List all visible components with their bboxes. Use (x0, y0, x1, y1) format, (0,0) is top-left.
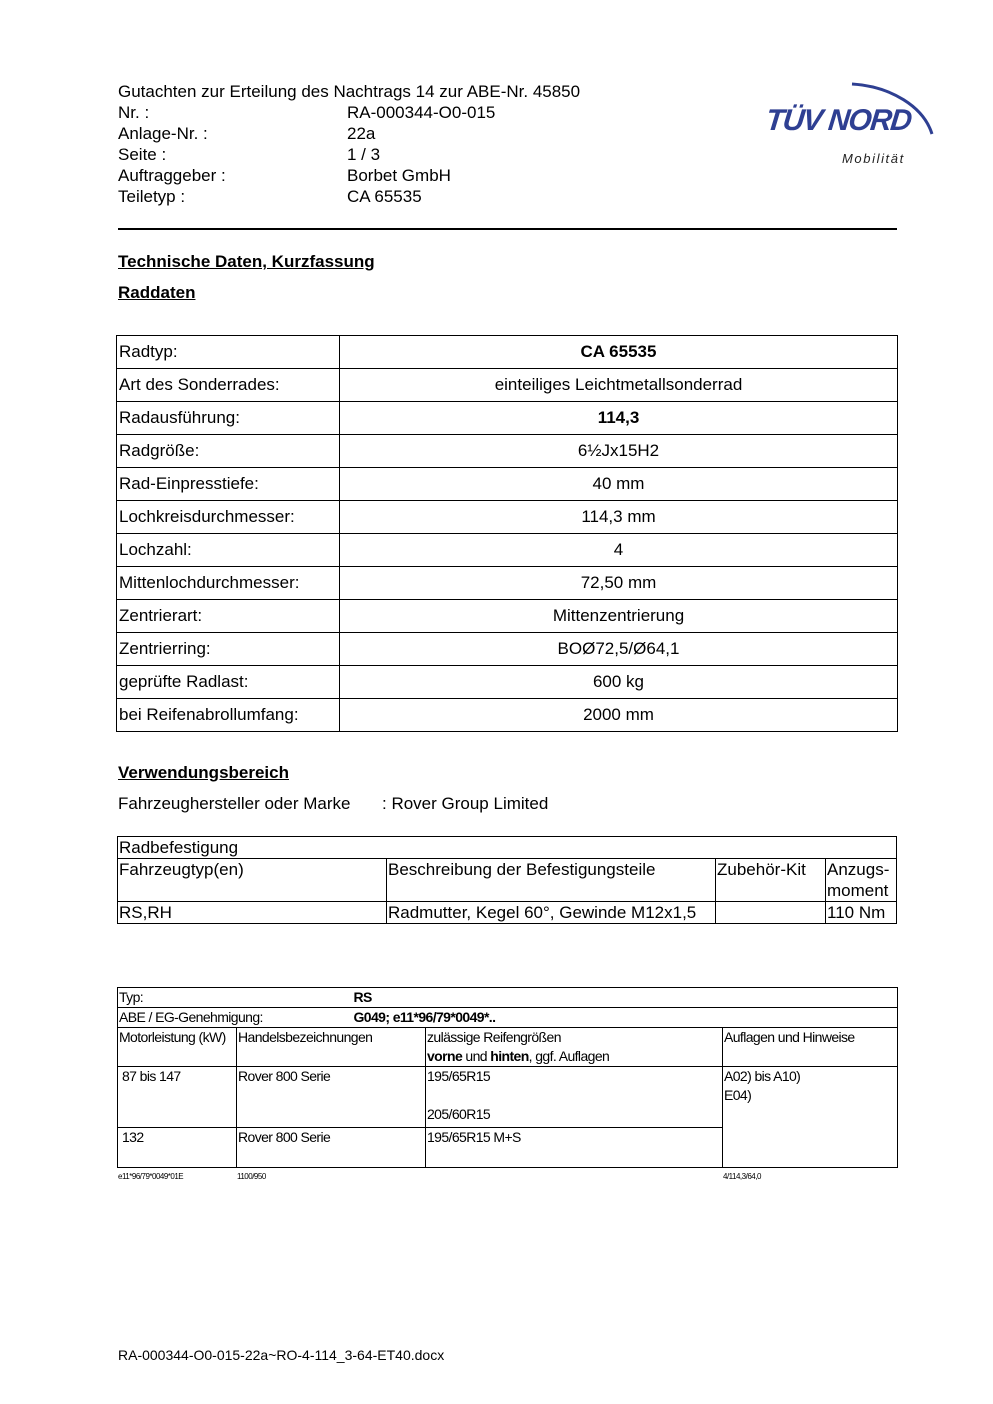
auflagen-line: E04) (724, 1087, 752, 1103)
header-field-auftraggeber (118, 165, 580, 186)
motor-cell: 132 (118, 1128, 237, 1168)
reifen-header-line2 (427, 1047, 721, 1066)
row-label: Radtyp: (117, 336, 340, 369)
row-label: Radgröße: (117, 435, 340, 468)
table-header-row (118, 859, 897, 902)
header-value: 22a (347, 124, 376, 143)
reifen-line: 195/65R15 (427, 1068, 491, 1084)
header-value: RA-000344-O0-015 (347, 103, 496, 122)
logo-subtitle: Mobilität (842, 151, 905, 166)
column-header: Fahrzeugtyp(en) (118, 859, 387, 902)
header-field-nr (118, 102, 580, 123)
row-label: Rad-Einpresstiefe: (117, 468, 340, 501)
row-label: Radausführung: (117, 402, 340, 435)
auflagen-line: A02) bis A10) (724, 1068, 801, 1084)
reifen-spacer (427, 1086, 721, 1105)
document-header (118, 81, 580, 207)
auflagen-cell (723, 1067, 898, 1168)
header-value: CA 65535 (347, 187, 422, 206)
table-row (117, 435, 898, 468)
row-value: 114,3 (340, 402, 898, 435)
radbefestigung-table (117, 836, 897, 924)
row-value: 6½Jx15H2 (340, 435, 898, 468)
row-value: 4 (340, 534, 898, 567)
table-row (117, 468, 898, 501)
table-cell: 110 Nm (826, 902, 897, 924)
section-heading-verwendungsbereich: Verwendungsbereich (118, 763, 289, 782)
table-row (117, 402, 898, 435)
header-label: Anlage-Nr. : (118, 124, 208, 143)
table-cell: Radmutter, Kegel 60°, Gewinde M12x1,5 (387, 902, 716, 924)
row-label: Lochkreisdurchmesser: (117, 501, 340, 534)
header-label: Auftraggeber : (118, 166, 226, 185)
table-row (118, 1008, 898, 1028)
column-header-reifen (426, 1028, 723, 1067)
table-row (117, 534, 898, 567)
typ-value (353, 988, 898, 1008)
row-label: Art des Sonderrades: (117, 369, 340, 402)
row-label: Zentrierart: (117, 600, 340, 633)
reifen-line: 205/60R15 (427, 1106, 491, 1122)
header-value: 1 / 3 (347, 145, 381, 164)
footnote-code: 1100/950 (237, 1172, 266, 1181)
table-row (118, 1067, 898, 1128)
table-row (118, 988, 898, 1008)
column-header: Anzugs-moment (826, 859, 897, 902)
table-row (117, 633, 898, 666)
row-value: 40 mm (340, 468, 898, 501)
table-cell (716, 902, 826, 924)
table-row (117, 336, 898, 369)
header-field-teiletyp (118, 186, 580, 207)
header-field-seite (118, 144, 580, 165)
reifen-header-hinten: hinten (490, 1048, 529, 1064)
row-value: 600 kg (340, 666, 898, 699)
typ-label: Typ: (118, 988, 426, 1008)
row-value: einteiliges Leichtmetallsonderrad (340, 369, 898, 402)
table-row (117, 567, 898, 600)
row-value: Mittenzentrierung (340, 600, 898, 633)
column-header: Auflagen und Hinweise (723, 1028, 898, 1067)
row-label: Zentrierring: (117, 633, 340, 666)
reifen-cell (426, 1067, 723, 1128)
row-label: Mittenlochdurchmesser: (117, 567, 340, 600)
row-value: 114,3 mm (340, 501, 898, 534)
row-value: CA 65535 (340, 336, 898, 369)
row-label: geprüfte Radlast: (117, 666, 340, 699)
table-row (117, 600, 898, 633)
footnote-code: 4/114,3/64,0 (723, 1172, 761, 1181)
tuev-nord-logo (760, 58, 942, 170)
section-heading-kurzfassung: Technische Daten, Kurzfassung (118, 252, 375, 271)
table-row (118, 837, 897, 859)
table-row (117, 369, 898, 402)
table-header-row (118, 1028, 898, 1067)
fahrzeughersteller-line (118, 794, 548, 814)
table-row (117, 501, 898, 534)
motor-cell: 87 bis 147 (118, 1067, 237, 1128)
typ-table (117, 987, 898, 1168)
row-label: Lochzahl: (117, 534, 340, 567)
header-divider (118, 228, 897, 230)
table-row (117, 666, 898, 699)
header-label: Teiletyp : (118, 187, 186, 206)
typ-value-text: RS (353, 989, 372, 1005)
handel-cell: Rover 800 Serie (237, 1128, 426, 1168)
radbefestigung-title: Radbefestigung (118, 837, 897, 859)
document-title: Gutachten zur Erteilung des Nachtrags 14 zur ABE-Nr. 45850 (118, 82, 581, 101)
row-value: 2000 mm (340, 699, 898, 732)
footnote-code: e11*96/79*0049*01E (118, 1172, 184, 1181)
footer-filename: RA-000344-O0-015-22a~RO-4-114_3-64-ET40.docx (118, 1347, 445, 1363)
handel-cell: Rover 800 Serie (237, 1067, 426, 1128)
row-label: bei Reifenabrollumfang: (117, 699, 340, 732)
logo-brand: TÜV NORD (764, 104, 913, 137)
column-header: Beschreibung der Befestigungsteile (387, 859, 716, 902)
header-field-anlage (118, 123, 580, 144)
table-row (117, 699, 898, 732)
header-label: Nr. : (118, 103, 150, 122)
column-header: Handelsbezeichnungen (237, 1028, 426, 1067)
header-value: Borbet GmbH (347, 166, 451, 185)
table-cell: RS,RH (118, 902, 387, 924)
column-header: Motorleistung (kW) (118, 1028, 237, 1067)
reifen-header-vorne: vorne (427, 1048, 463, 1064)
row-value: BOØ72,5/Ø64,1 (340, 633, 898, 666)
reifen-header-rest: , ggf. Auflagen (528, 1048, 610, 1064)
row-value: 72,50 mm (340, 567, 898, 600)
abe-value-text: G049; e11*96/79*0049*.. (353, 1009, 496, 1025)
table-row (118, 902, 897, 924)
reifen-header-und: und (462, 1048, 491, 1064)
raddaten-table (116, 335, 898, 732)
abe-label: ABE / EG-Genehmigung: (118, 1008, 426, 1028)
fahrzeughersteller-value: : Rover Group Limited (382, 794, 549, 813)
column-header: Zubehör-Kit (716, 859, 826, 902)
reifen-header-line1: zulässige Reifengrößen (427, 1029, 561, 1045)
section-heading-raddaten: Raddaten (118, 283, 196, 302)
header-label: Seite : (118, 145, 167, 164)
abe-value (353, 1008, 898, 1028)
fahrzeughersteller-label: Fahrzeughersteller oder Marke (118, 794, 351, 813)
reifen-cell: 195/65R15 M+S (426, 1128, 723, 1168)
